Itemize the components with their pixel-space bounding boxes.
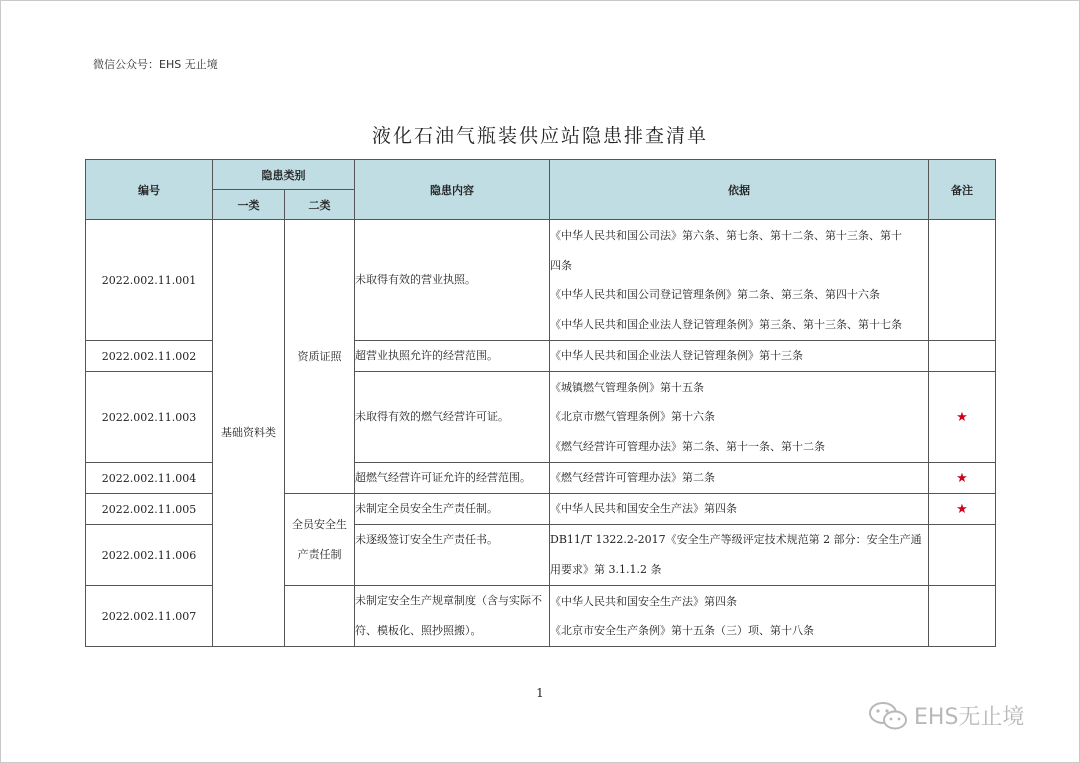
- row-content: 未取得有效的燃气经营许可证。: [355, 372, 550, 463]
- row-code: 2022.002.11.002: [86, 341, 213, 372]
- row-basis: [550, 586, 929, 647]
- row-remark: [929, 586, 996, 647]
- row-remark: [929, 372, 996, 463]
- category2-cell: 资质证照: [285, 220, 355, 494]
- star-icon: ★: [956, 409, 968, 425]
- basis-line: 《中华人民共和国安全生产法》第四条: [550, 502, 737, 516]
- row-content: 超燃气经营许可证允许的经营范围。: [355, 463, 550, 494]
- row-code: 2022.002.11.003: [86, 372, 213, 463]
- header-note: 微信公众号：EHS 无止境: [93, 58, 218, 71]
- watermark-text: EHS无止境: [914, 705, 1025, 730]
- row-basis: [550, 463, 929, 494]
- header-category: 隐患类别: [213, 160, 355, 190]
- basis-line: 用要求》第 3.1.1.2 条: [550, 562, 662, 576]
- basis-line: 《燃气经营许可管理办法》第二条、第十一条、第十二条: [550, 439, 825, 453]
- star-icon: ★: [956, 501, 968, 517]
- category1-cell: 基础资料类: [213, 220, 285, 647]
- category2-cell: 全员安全生产责任制: [285, 494, 355, 586]
- basis-line: 《中华人民共和国公司登记管理条例》第二条、第三条、第四十六条: [550, 288, 880, 301]
- star-icon: ★: [956, 470, 968, 486]
- basis-line: 《北京市安全生产条例》第十五条（三）项、第十八条: [550, 624, 814, 637]
- basis-line: 《中华人民共和国安全生产法》第四条: [550, 594, 737, 608]
- header-category-2: 二类: [285, 190, 355, 220]
- wechat-icon: [868, 701, 908, 731]
- basis-line: 四条: [550, 258, 572, 272]
- row-basis: [550, 220, 929, 341]
- basis-line: 《中华人民共和国公司法》第六条、第七条、第十二条、第十三条、第十: [550, 229, 902, 242]
- row-content: 未逐级签订安全生产责任书。: [355, 525, 550, 586]
- row-remark: [929, 463, 996, 494]
- row-remark: [929, 341, 996, 372]
- header-category-1: 一类: [213, 190, 285, 220]
- basis-line: 《城镇燃气管理条例》第十五条: [550, 380, 704, 394]
- row-code: 2022.002.11.005: [86, 494, 213, 525]
- basis-line: 《中华人民共和国企业法人登记管理条例》第三条、第十三条、第十七条: [550, 317, 902, 331]
- row-code: 2022.002.11.004: [86, 463, 213, 494]
- row-code: 2022.002.11.007: [86, 586, 213, 647]
- row-content: 超营业执照允许的经营范围。: [355, 341, 550, 372]
- basis-line: 《北京市燃气管理条例》第十六条: [550, 410, 715, 424]
- row-code: 2022.002.11.006: [86, 525, 213, 586]
- row-remark: [929, 220, 996, 341]
- page-number: 1: [536, 686, 544, 700]
- row-code: 2022.002.11.001: [86, 220, 213, 341]
- header-code: 编号: [86, 160, 213, 220]
- row-basis: [550, 525, 929, 586]
- row-content: 未制定全员安全生产责任制。: [355, 494, 550, 525]
- header-remark: 备注: [929, 160, 996, 220]
- basis-line: DB11/T 1322.2-2017《安全生产等级评定技术规范第 2 部分：安全生产通: [550, 533, 922, 546]
- watermark: [868, 700, 1024, 731]
- basis-line: 《燃气经营许可管理办法》第二条: [550, 471, 715, 485]
- document-title: 液化石油气瓶装供应站隐患排查清单: [371, 125, 708, 147]
- row-basis: [550, 494, 929, 525]
- row-basis: [550, 372, 929, 463]
- category2-cell: [285, 586, 355, 647]
- row-content: 未制定安全生产规章制度（含与实际不符、模板化、照抄照搬）。: [355, 586, 550, 647]
- row-content: 未取得有效的营业执照。: [355, 220, 550, 341]
- row-remark: [929, 525, 996, 586]
- hazard-checklist-table: [85, 159, 996, 647]
- row-remark: [929, 494, 996, 525]
- header-content: 隐患内容: [355, 160, 550, 220]
- header-basis: 依据: [550, 160, 929, 220]
- row-basis: [550, 341, 929, 372]
- table-row: [86, 220, 996, 341]
- basis-line: 《中华人民共和国企业法人登记管理条例》第十三条: [550, 349, 803, 363]
